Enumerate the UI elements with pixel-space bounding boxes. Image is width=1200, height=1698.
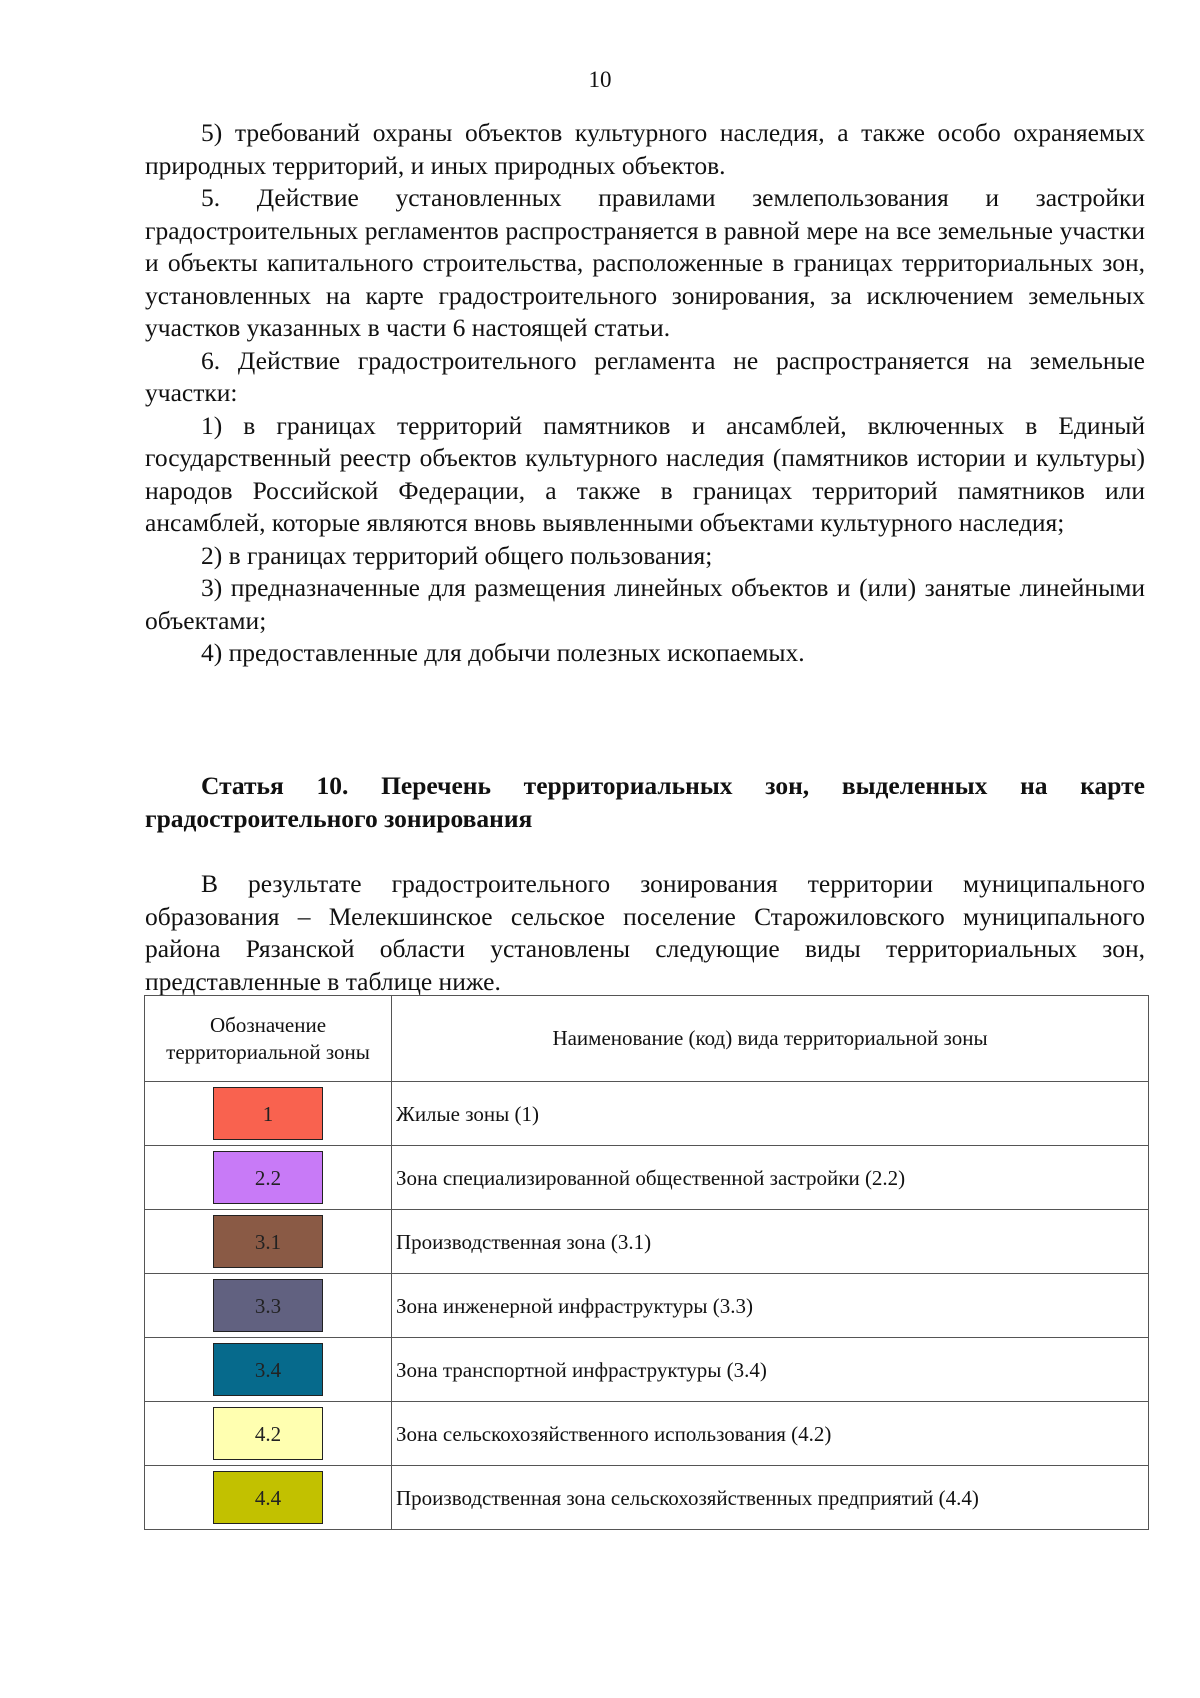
- zone-name-cell: Зона специализированной общественной застройки (2.2): [392, 1146, 1149, 1210]
- zone-swatch-cell: [145, 1146, 392, 1210]
- zone-name-cell: Зона инженерной инфраструктуры (3.3): [392, 1274, 1149, 1338]
- table-row: [145, 1082, 1149, 1146]
- paragraph-clause-5: 5. Действие установленных правилами землепользования и застройки градостроительных регламентов распространяется в равной мере на все земельные участки и объекты капитального строительства, расположенные в границах территориальных зон, установленных на карте градостроительного зонирования, за исключением земельных участков указанных в части 6 настоящей статьи.: [145, 183, 1145, 342]
- table-row: [145, 1338, 1149, 1402]
- table-row: [145, 1146, 1149, 1210]
- zone-color-swatch: 1: [213, 1087, 323, 1140]
- zone-swatch-cell: [145, 1274, 392, 1338]
- zone-swatch-cell: [145, 1338, 392, 1402]
- zone-name-cell: Жилые зоны (1): [392, 1082, 1149, 1146]
- zone-name-cell: Зона транспортной инфраструктуры (3.4): [392, 1338, 1149, 1402]
- table-row: [145, 1402, 1149, 1466]
- paragraph-item-3-linear-objects: 3) предназначенные для размещения линейных объектов и (или) занятые линейными объектами;: [145, 573, 1145, 635]
- paragraph-clause-6: 6. Действие градостроительного регламента не распространяется на земельные участки:: [145, 345, 1145, 407]
- table-row: [145, 1210, 1149, 1274]
- zones-table-body: [145, 1082, 1149, 1530]
- paragraph-item-1-heritage: 1) в границах территорий памятников и ансамблей, включенных в Единый государственный реестр объектов культурного наследия (памятников истории и культуры) народов Российской Федерации, а также в границах территорий памятников или ансамблей, которые являются вновь выявленными объектами культурного наследия;: [145, 410, 1145, 537]
- article-heading: Статья 10. Перечень территориальных зон, выделенных на карте градостроительного зонирования: [145, 771, 1145, 833]
- table-row: [145, 1466, 1149, 1530]
- page-number: 10: [588, 67, 612, 92]
- zone-color-swatch: 3.4: [213, 1343, 323, 1396]
- zone-color-swatch: 3.3: [213, 1279, 323, 1332]
- zone-color-swatch: 4.2: [213, 1407, 323, 1460]
- body-text: [145, 117, 1145, 670]
- zone-name-cell: Зона сельскохозяйственного использования (4.2): [392, 1402, 1149, 1466]
- zone-swatch-cell: [145, 1210, 392, 1274]
- table-header-row: [145, 996, 1149, 1082]
- header-zone-name: Наименование (код) вида территориальной зоны: [392, 996, 1149, 1082]
- zone-swatch-cell: [145, 1402, 392, 1466]
- zone-color-swatch: 2.2: [213, 1151, 323, 1204]
- zone-swatch-cell: [145, 1466, 392, 1530]
- zone-name-cell: Производственная зона (3.1): [392, 1210, 1149, 1274]
- intro-paragraph: В результате градостроительного зонирования территории муниципального образования – Мелекшинское сельское поселение Старожиловского муниципального района Рязанской области установлены следующие виды территориальных зон, представленные в таблице ниже.: [145, 869, 1145, 996]
- zone-name-cell: Производственная зона сельскохозяйственных предприятий (4.4): [392, 1466, 1149, 1530]
- zone-color-swatch: 4.4: [213, 1471, 323, 1524]
- paragraph-item-2-public-use: 2) в границах территорий общего пользования;: [201, 540, 713, 570]
- zone-color-swatch: 3.1: [213, 1215, 323, 1268]
- header-zone-designation: Обозначение территориальной зоны: [145, 996, 392, 1082]
- zones-table: [144, 995, 1149, 1530]
- paragraph-item-4-mining: 4) предоставленные для добычи полезных ископаемых.: [201, 638, 805, 667]
- zone-swatch-cell: [145, 1082, 392, 1146]
- paragraph-item-5-protection: 5) требований охраны объектов культурного наследия, а также особо охраняемых природных территорий, и иных природных объектов.: [145, 118, 1145, 180]
- table-row: [145, 1274, 1149, 1338]
